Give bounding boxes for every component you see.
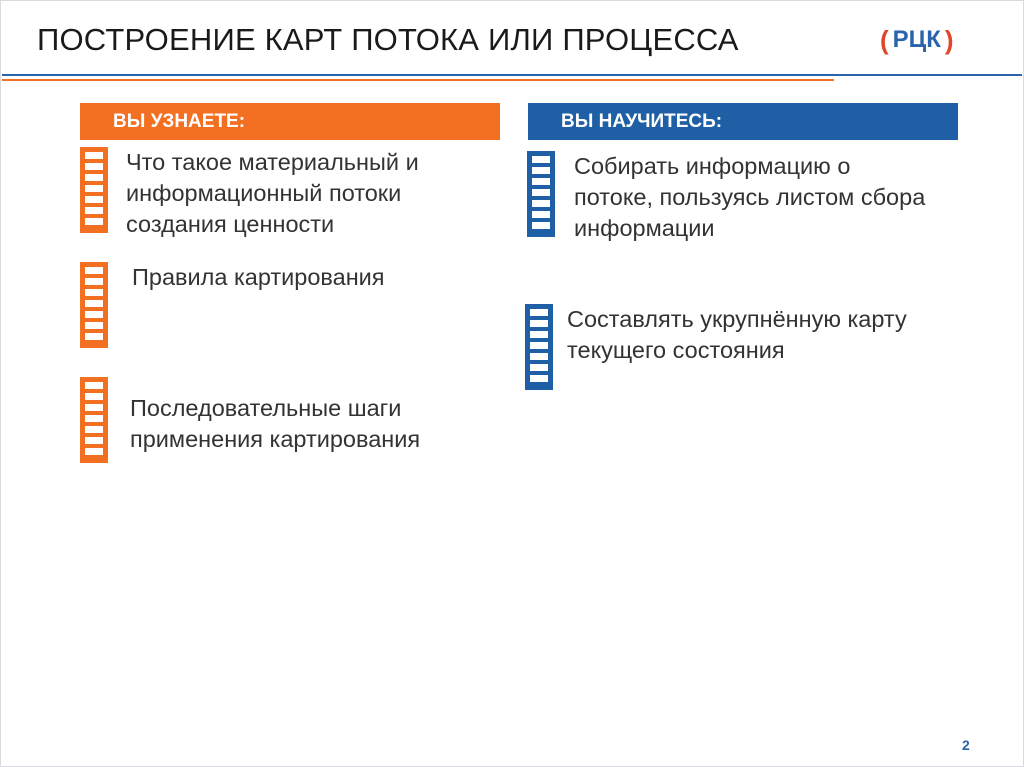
page-number: 2: [962, 737, 970, 753]
slide-title: ПОСТРОЕНИЕ КАРТ ПОТОКА ИЛИ ПРОЦЕССА: [37, 22, 739, 57]
item-line: Что такое материальный и: [126, 149, 419, 175]
item-line: применения картирования: [130, 426, 421, 452]
film-strip-icon: [525, 304, 553, 390]
film-strip-icon: [80, 262, 108, 348]
item-line: информации: [574, 215, 715, 241]
logo-text: РЦК: [892, 26, 941, 53]
item-line: Правила картирования: [132, 264, 385, 290]
film-strip-icon: [80, 147, 108, 233]
item-line: Собирать информацию о: [574, 153, 851, 179]
film-strip-icon: [527, 151, 555, 237]
item-line: текущего состояния: [567, 337, 785, 363]
learn-header: ВЫ УЗНАЕТЕ:: [80, 103, 500, 140]
logo-left-bracket: (: [880, 24, 889, 55]
item-line: информационный потоки: [126, 180, 402, 206]
title-underline-blue: [2, 74, 1022, 76]
rck-logo: [880, 26, 954, 54]
film-strip-icon: [80, 377, 108, 463]
item-line: Составлять укрупнённую карту: [567, 306, 907, 332]
logo-right-bracket: ): [944, 24, 954, 55]
item-line: потоке, пользуясь листом сбора: [574, 184, 926, 210]
skills-header: ВЫ НАУЧИТЕСЬ:: [528, 103, 958, 140]
item-line: Последовательные шаги: [130, 395, 402, 421]
title-underline-orange: [2, 79, 834, 81]
item-line: создания ценности: [126, 211, 335, 237]
